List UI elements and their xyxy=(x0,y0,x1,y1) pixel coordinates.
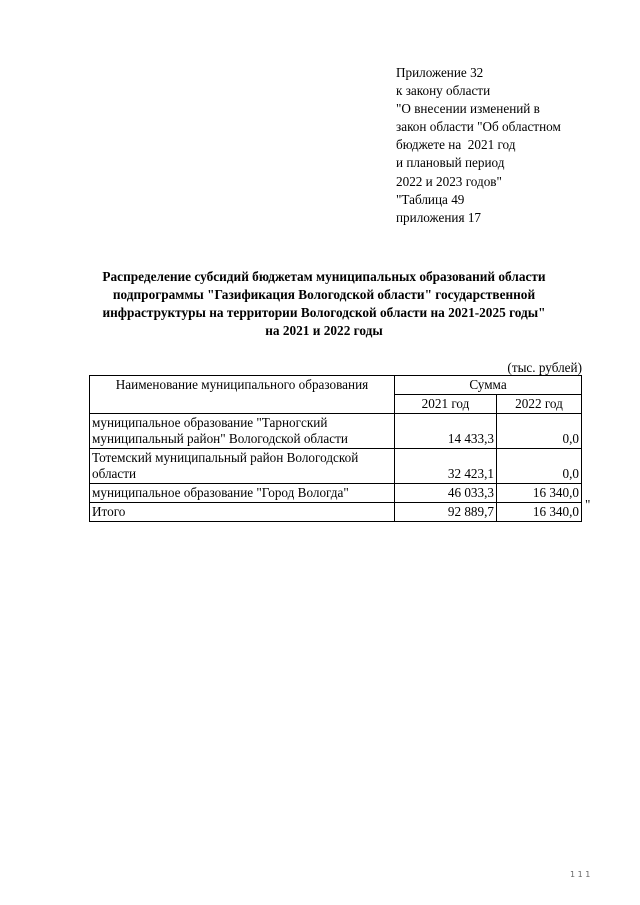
page-number: 1 1 1 xyxy=(570,870,591,879)
row-value-2021: 46 033,3 xyxy=(395,484,497,503)
appendix-line: и плановый период xyxy=(396,155,505,171)
header-year-2021: 2021 год xyxy=(395,395,497,414)
row-name xyxy=(90,449,395,484)
total-value-2021: 92 889,7 xyxy=(395,503,497,522)
row-name xyxy=(90,414,395,449)
row-value-2022: 0,0 xyxy=(497,414,582,449)
row-name-line: муниципальное образование "Тарногский xyxy=(92,415,328,430)
header-sum: Сумма xyxy=(395,376,582,395)
row-value-2022: 0,0 xyxy=(497,449,582,484)
header-year-2022: 2022 год xyxy=(497,395,582,414)
appendix-line: бюджете на 2021 год xyxy=(396,137,516,153)
total-label: Итого xyxy=(90,503,395,522)
title-line: подпрограммы "Газификация Вологодской области" государственной xyxy=(112,287,536,302)
row-name-line: муниципальный район" Вологодской области xyxy=(92,431,348,446)
table-row xyxy=(90,449,582,484)
closing-quote: " xyxy=(585,497,591,512)
table-total-row xyxy=(90,503,582,522)
row-value-2022: 16 340,0 xyxy=(497,484,582,503)
appendix-line: приложения 17 xyxy=(396,209,482,225)
appendix-line: 2022 и 2023 годов" xyxy=(396,173,502,189)
total-value-2022: 16 340,0 xyxy=(497,503,582,522)
appendix-line: Приложение 32 xyxy=(396,65,484,80)
document-title xyxy=(60,268,588,340)
appendix-line: "Таблица 49 xyxy=(396,191,465,207)
header-name: Наименование муниципального образования xyxy=(90,376,395,414)
row-value-2021: 14 433,3 xyxy=(395,414,497,449)
row-name-line: области xyxy=(92,466,137,481)
row-name-line: Тотемский муниципальный район Вологодской xyxy=(92,450,359,465)
table-row xyxy=(90,414,582,449)
subsidy-table xyxy=(89,375,582,522)
appendix-line: закон области "Об областном xyxy=(396,119,561,135)
row-name-line: муниципальное образование "Город Вологда" xyxy=(92,485,349,500)
title-line: инфраструктуры на территории Вологодской области на 2021-2025 годы" xyxy=(102,305,546,320)
appendix-line: "О внесении изменений в xyxy=(396,101,540,117)
appendix-reference xyxy=(396,64,561,227)
unit-label: (тыс. рублей) xyxy=(507,360,582,375)
title-line: на 2021 и 2022 годы xyxy=(265,323,383,338)
appendix-line: к закону области xyxy=(396,83,491,99)
table-header-row xyxy=(90,376,582,395)
row-name xyxy=(90,484,395,503)
title-line: Распределение субсидий бюджетам муниципальных образований области xyxy=(102,269,546,284)
row-value-2021: 32 423,1 xyxy=(395,449,497,484)
table-row xyxy=(90,484,582,503)
